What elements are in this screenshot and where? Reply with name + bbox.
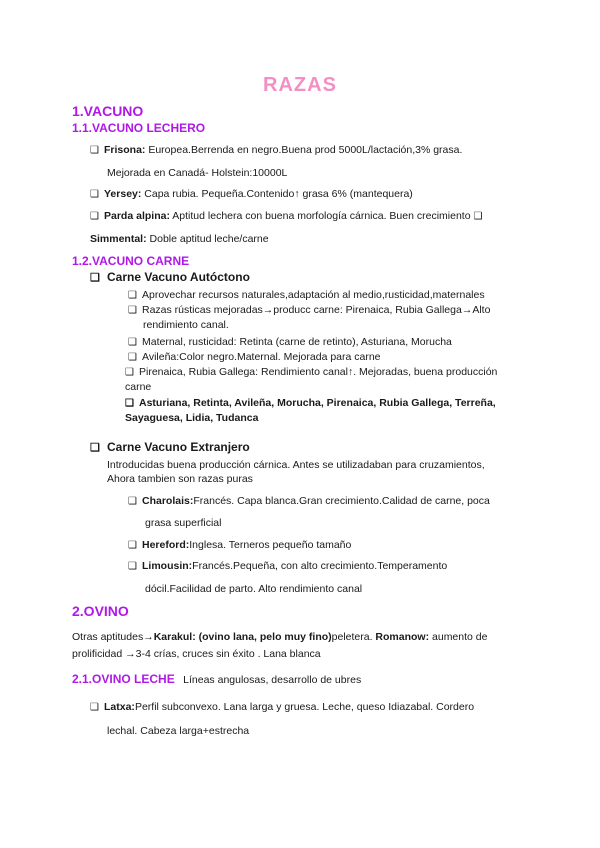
list-item-yersey	[90, 187, 413, 202]
heading-note: Líneas angulosas, desarrollo de ubres	[183, 674, 362, 686]
ovino-paragraph-continuation: prolificidad →3-4 crías, cruces sin éxito . Lana blanca	[72, 648, 321, 660]
breed-name: Frisona:	[104, 144, 146, 156]
checkbox-bullet-icon: ❑	[90, 702, 99, 713]
breed-name: Simmental:	[90, 233, 147, 245]
checkbox-bullet-icon: ❑	[90, 272, 100, 284]
page-title: RAZAS	[263, 74, 337, 96]
autoctono-item	[128, 303, 490, 318]
subheading-extranjero	[90, 440, 250, 454]
list-item-continuation: dócil.Facilidad de parto. Alto rendimiento canal	[145, 583, 363, 595]
heading-label: 2.1.OVINO LECHE	[72, 672, 175, 686]
item-text: Aprovechar recursos naturales,adaptación al medio,rusticidad,maternales	[142, 289, 485, 301]
autoctono-item	[128, 288, 485, 303]
subheading-autoctono	[90, 270, 250, 284]
checkbox-bullet-icon: ❑	[90, 211, 99, 222]
breed-name: Parda alpina:	[104, 210, 170, 222]
checkbox-bullet-icon: ❑	[128, 496, 137, 507]
checkbox-bullet-icon: ❑	[90, 145, 99, 156]
breed-name: Limousin:	[142, 560, 193, 572]
list-item-latxa	[90, 700, 474, 715]
list-item-frisona	[90, 143, 462, 158]
item-text: Avileña:Color negro.Maternal. Mejorada para carne	[142, 351, 381, 363]
breed-description: Perfil subconvexo. Lana larga y gruesa. Leche, queso Idiazabal. Cordero	[134, 701, 475, 713]
checkbox-bullet-icon: ❑	[125, 367, 134, 378]
breed-description: Francés.Pequeña, con alto crecimiento.Temperamento	[192, 560, 448, 572]
item-text: Razas rústicas mejoradas→producc carne: Pirenaica, Rubia Gallega→Alto	[142, 304, 491, 316]
extranjero-intro: Introducidas buena producción cárnica. Antes se utilizadaban para cruzamientos,	[107, 459, 485, 471]
breed-description: Europea.Berrenda en negro.Buena prod 5000L/lactación,3% grasa.	[145, 144, 463, 156]
list-item-parda-alpina	[90, 209, 487, 224]
list-item-continuation: lechal. Cabeza larga+estrecha	[107, 725, 250, 737]
breed-name: Latxa:	[104, 701, 135, 713]
autoctono-breeds-continuation: Sayaguesa, Lidia, Tudanca	[125, 412, 259, 424]
heading-ovino: 2.OVINO	[72, 603, 129, 619]
breed-name: Yersey:	[104, 188, 142, 200]
checkbox-bullet-icon: ❑	[128, 337, 137, 348]
list-item-charolais	[128, 494, 490, 509]
breed-description: Aptitud lechera con buena morfología cárnica. Buen crecimiento	[169, 210, 474, 222]
breed-description: Inglesa. Terneros pequeño tamaño	[189, 539, 352, 551]
breed-name: Karakul: (ovino lana, pelo muy fino)	[153, 631, 332, 643]
checkbox-bullet-icon: ❑	[90, 442, 100, 454]
paragraph-text: peletera.	[331, 631, 376, 643]
list-item-continuation: grasa superficial	[145, 517, 222, 529]
checkbox-bullet-icon: ❑	[90, 189, 99, 200]
breed-name: Romanow:	[375, 631, 430, 643]
item-text: Pirenaica, Rubia Gallega: Rendimiento canal↑. Mejoradas, buena producción	[139, 366, 498, 378]
autoctono-item	[128, 335, 452, 350]
checkbox-bullet-icon: ❑	[125, 398, 134, 409]
breed-description: Capa rubia. Pequeña.Contenido↑ grasa 6% (mantequera)	[141, 188, 413, 200]
item-text: Maternal, rusticidad: Retinta (carne de retinto), Asturiana, Morucha	[142, 336, 452, 348]
checkbox-bullet-icon: ❑	[473, 211, 483, 222]
checkbox-bullet-icon: ❑	[128, 352, 137, 363]
autoctono-breeds-list	[125, 396, 496, 411]
breed-name: Hereford:	[142, 539, 190, 551]
ovino-paragraph	[72, 630, 487, 644]
autoctono-item	[128, 350, 381, 365]
checkbox-bullet-icon: ❑	[128, 305, 137, 316]
heading-vacuno-carne: 1.2.VACUNO CARNE	[72, 254, 190, 268]
breed-name: Charolais:	[142, 495, 194, 507]
extranjero-intro: Ahora tambien son razas puras	[107, 473, 253, 485]
list-item-continuation: Mejorada en Canadá- Holstein:10000L	[107, 167, 288, 179]
subheading-label: Carne Vacuno Extranjero	[107, 440, 250, 454]
checkbox-bullet-icon: ❑	[128, 290, 137, 301]
list-item-limousin	[128, 559, 447, 574]
breed-description: Francés. Capa blanca.Gran crecimiento.Calidad de carne, poca	[193, 495, 490, 507]
autoctono-item-continuation: rendimiento canal.	[143, 319, 229, 331]
paragraph-text: Otras aptitudes→	[72, 631, 154, 643]
breed-description: Doble aptitud leche/carne	[146, 233, 269, 245]
heading-ovino-leche	[72, 670, 361, 688]
autoctono-item-continuation: carne	[125, 381, 152, 393]
list-item-simmental	[90, 232, 269, 246]
item-text: Asturiana, Retinta, Avileña, Morucha, Pirenaica, Rubia Gallega, Terreña,	[139, 397, 496, 409]
subheading-label: Carne Vacuno Autóctono	[107, 270, 250, 284]
heading-vacuno-lechero: 1.1.VACUNO LECHERO	[72, 121, 206, 135]
autoctono-item	[125, 365, 497, 380]
list-item-hereford	[128, 538, 351, 553]
heading-vacuno: 1.VACUNO	[72, 103, 144, 119]
checkbox-bullet-icon: ❑	[128, 540, 137, 551]
checkbox-bullet-icon: ❑	[128, 561, 137, 572]
paragraph-text: aumento de	[429, 631, 488, 643]
